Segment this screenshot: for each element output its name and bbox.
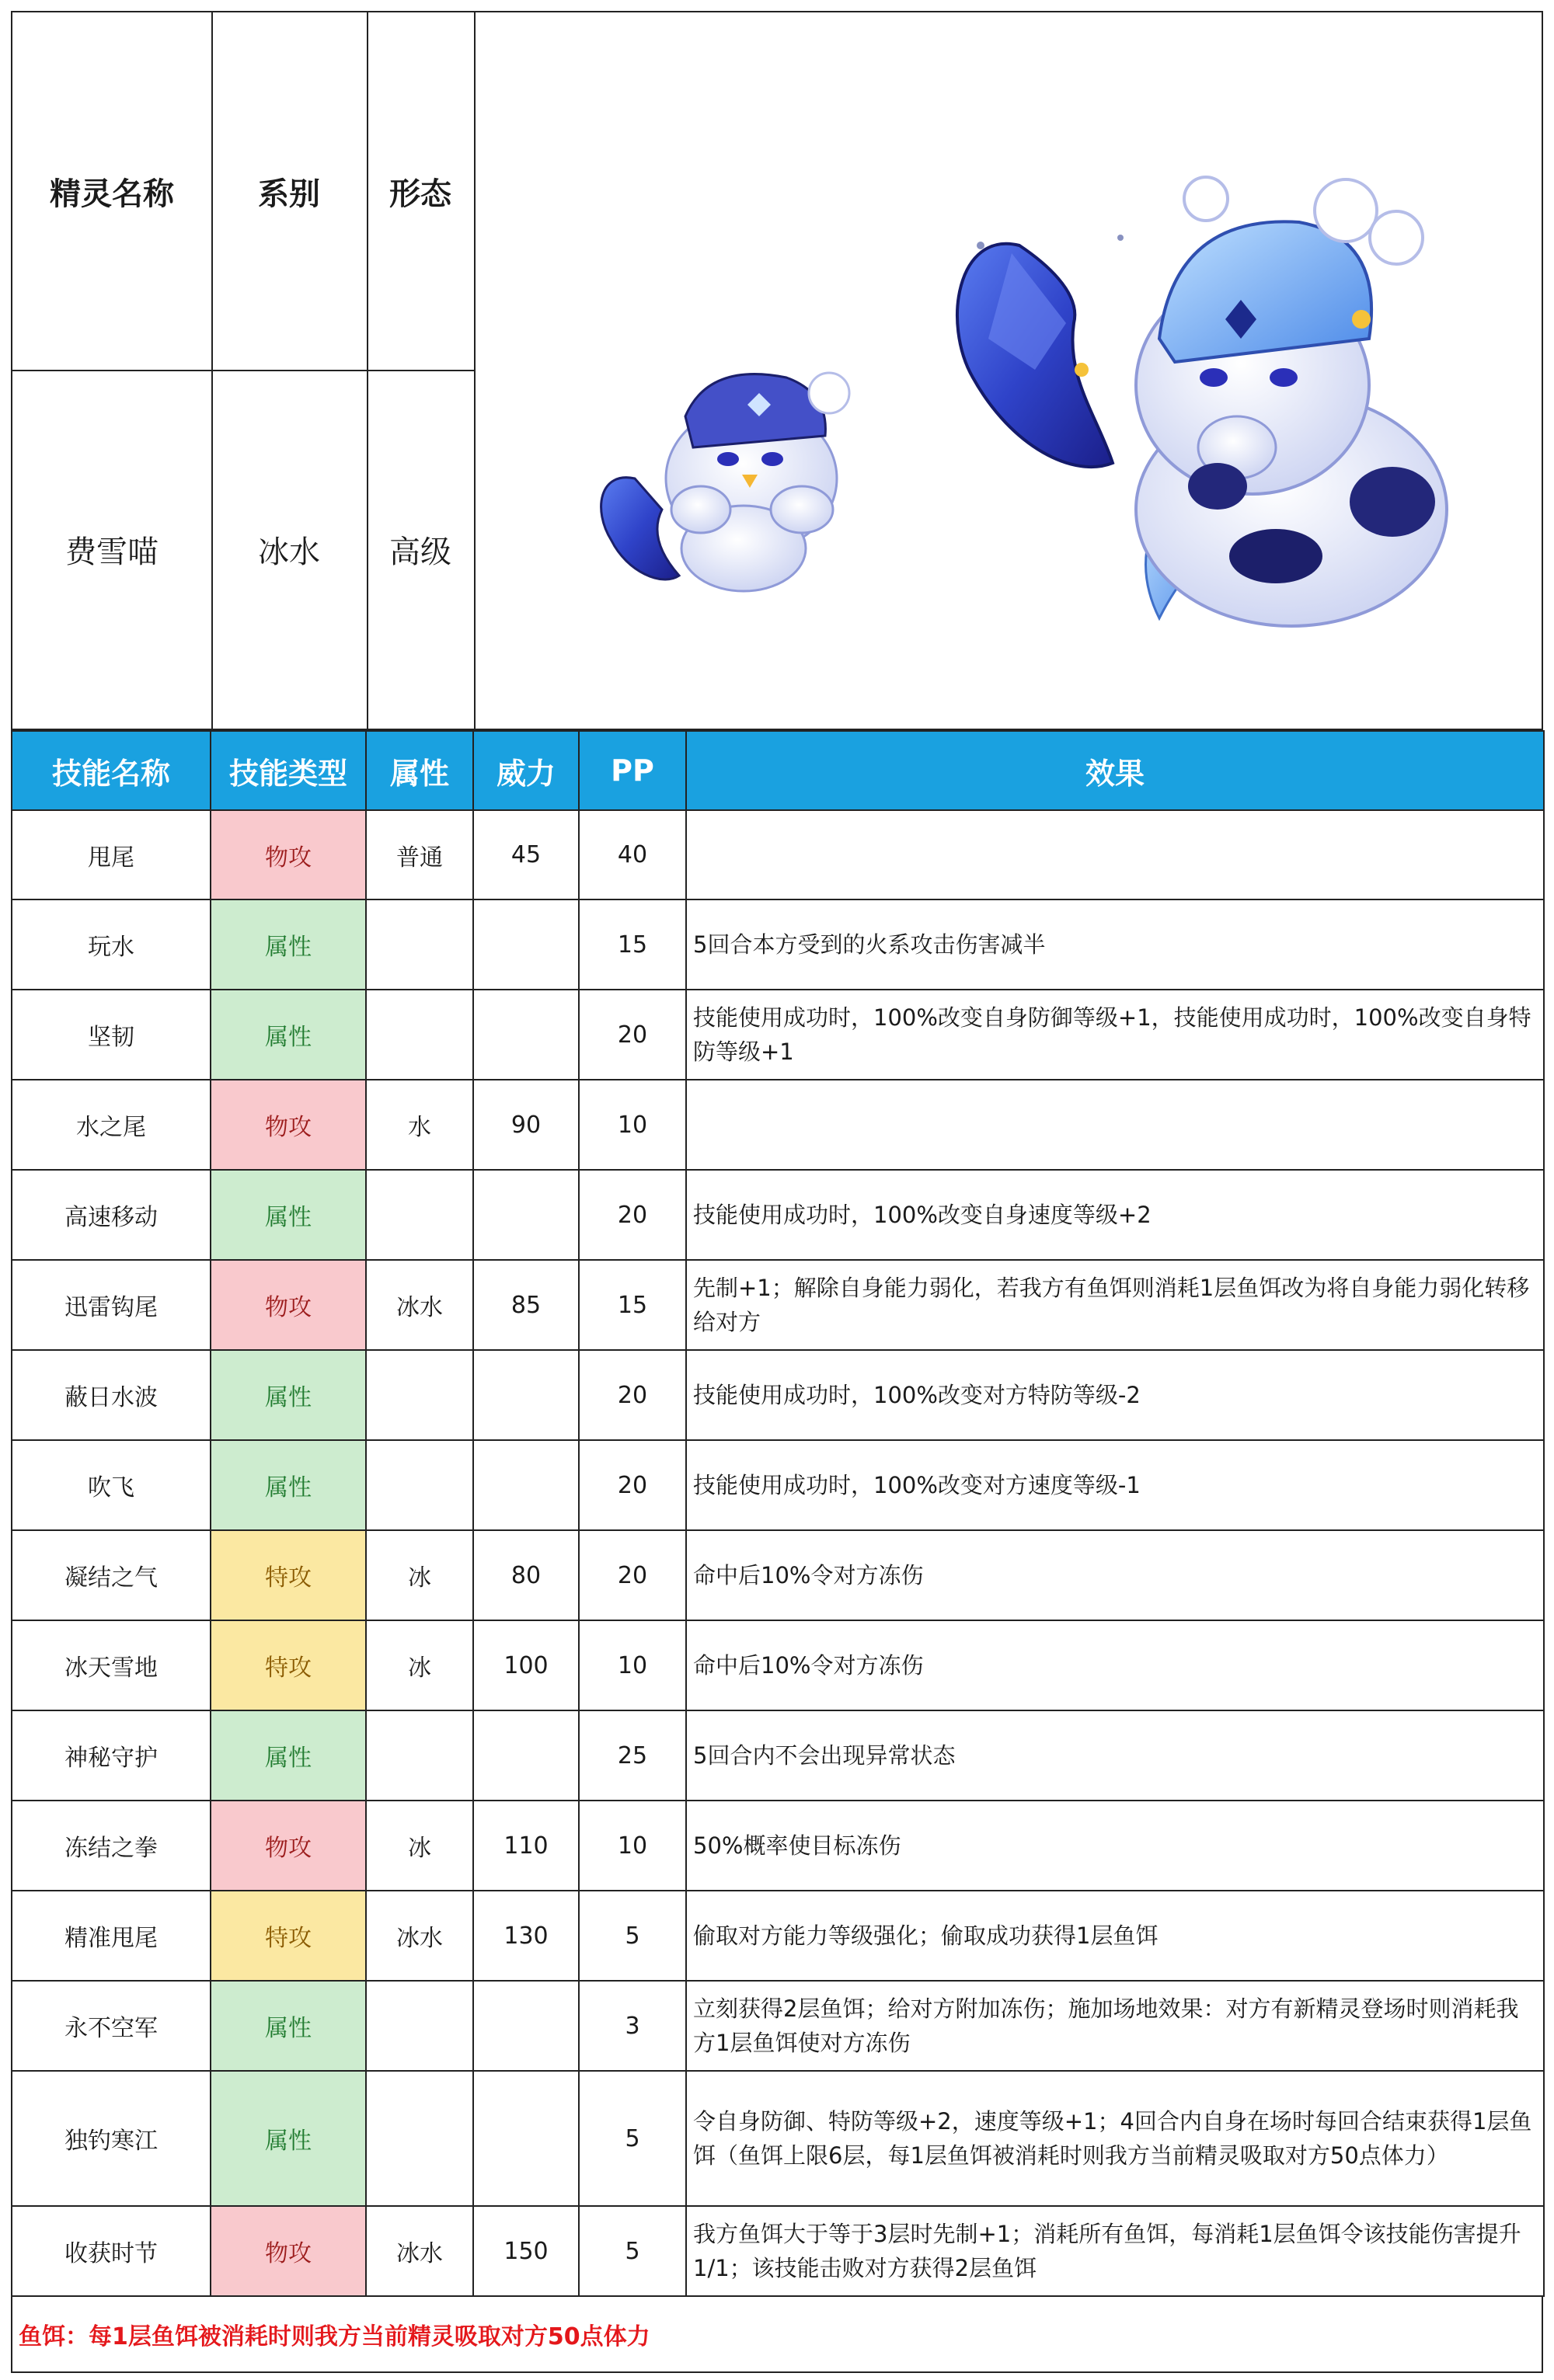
skill-attribute <box>366 1440 473 1530</box>
skill-pp: 5 <box>579 2206 686 2296</box>
skill-row <box>12 1620 1544 1710</box>
skill-pp: 20 <box>579 1440 686 1530</box>
skill-type: 特攻 <box>211 1891 366 1981</box>
skill-effect: 技能使用成功时，100%改变自身防御等级+1，技能使用成功时，100%改变自身特防等级+1 <box>686 990 1544 1080</box>
skill-power <box>473 1981 579 2071</box>
skill-row <box>12 1080 1544 1170</box>
spirit-series: 冰水 <box>258 534 320 570</box>
skill-effect: 我方鱼饵大于等于3层时先制+1；消耗所有鱼饵，每消耗1层鱼饵令该技能伤害提升1/1；该技能击败对方获得2层鱼饵 <box>686 2206 1544 2296</box>
spirit-form: 高级 <box>389 534 451 570</box>
skill-attribute <box>366 899 473 990</box>
skill-pp: 10 <box>579 1620 686 1710</box>
skill-pp: 3 <box>579 1981 686 2071</box>
skill-power: 80 <box>473 1530 579 1620</box>
footnote: 鱼饵：每1层鱼饵被消耗时则我方当前精灵吸取对方50点体力 <box>11 2297 1543 2373</box>
skill-name: 蔽日水波 <box>12 1350 211 1440</box>
skill-effect: 技能使用成功时，100%改变对方特防等级-2 <box>686 1350 1544 1440</box>
header-series: 系别 <box>258 176 320 212</box>
skill-attribute: 冰 <box>366 1620 473 1710</box>
skill-name: 高速移动 <box>12 1170 211 1260</box>
skill-effect: 命中后10%令对方冻伤 <box>686 1530 1544 1620</box>
skill-name: 水之尾 <box>12 1080 211 1170</box>
skill-power: 45 <box>473 810 579 899</box>
skill-pp: 40 <box>579 810 686 899</box>
skill-effect: 偷取对方能力等级强化；偷取成功获得1层鱼饵 <box>686 1891 1544 1981</box>
skill-row <box>12 1440 1544 1530</box>
skill-attribute: 水 <box>366 1080 473 1170</box>
skill-power <box>473 1170 579 1260</box>
skill-type: 属性 <box>211 2071 366 2206</box>
skill-pp: 20 <box>579 990 686 1080</box>
skill-attribute <box>366 1981 473 2071</box>
skill-row <box>12 1170 1544 1260</box>
skill-effect: 令自身防御、特防等级+2，速度等级+1；4回合内自身在场时每回合结束获得1层鱼饵（鱼饵上限6层，每1层鱼饵被消耗时则我方当前精灵吸取对方50点体力） <box>686 2071 1544 2206</box>
skill-type: 物攻 <box>211 810 366 899</box>
skill-type: 属性 <box>211 1440 366 1530</box>
spirit-name: 费雪喵 <box>65 534 159 570</box>
skill-effect: 立刻获得2层鱼饵；给对方附加冻伤；施加场地效果：对方有新精灵登场时则消耗我方1层鱼饵使对方冻伤 <box>686 1981 1544 2071</box>
skill-sheet <box>11 11 1543 2373</box>
skill-name: 吹飞 <box>12 1440 211 1530</box>
spirit-artwork <box>476 12 1542 729</box>
skill-pp: 20 <box>579 1350 686 1440</box>
skill-pp: 20 <box>579 1170 686 1260</box>
skill-type: 属性 <box>211 899 366 990</box>
skills-header-row <box>12 731 1544 810</box>
skill-attribute: 普通 <box>366 810 473 899</box>
skill-pp: 10 <box>579 1801 686 1891</box>
col-attribute: 属性 <box>366 731 473 810</box>
skills-table <box>11 730 1545 2297</box>
skill-type: 物攻 <box>211 1801 366 1891</box>
col-pp: PP <box>579 731 686 810</box>
skill-attribute: 冰 <box>366 1801 473 1891</box>
skill-row <box>12 899 1544 990</box>
skill-pp: 5 <box>579 2071 686 2206</box>
col-effect: 效果 <box>686 731 1544 810</box>
skill-effect: 先制+1；解除自身能力弱化，若我方有鱼饵则消耗1层鱼饵改为将自身能力弱化转移给对方 <box>686 1260 1544 1350</box>
skill-power: 130 <box>473 1891 579 1981</box>
skill-type: 特攻 <box>211 1530 366 1620</box>
header-spirit-name: 精灵名称 <box>50 176 174 212</box>
skill-row <box>12 1891 1544 1981</box>
skill-name: 玩水 <box>12 899 211 990</box>
skill-name: 冰天雪地 <box>12 1620 211 1710</box>
skill-power <box>473 1350 579 1440</box>
skill-effect <box>686 1080 1544 1170</box>
skill-power: 85 <box>473 1260 579 1350</box>
skill-power <box>473 1440 579 1530</box>
skill-type: 物攻 <box>211 2206 366 2296</box>
skill-type: 物攻 <box>211 1080 366 1170</box>
skill-pp: 15 <box>579 1260 686 1350</box>
skill-row <box>12 2071 1544 2206</box>
skill-type: 属性 <box>211 990 366 1080</box>
skill-type: 属性 <box>211 1710 366 1801</box>
skill-power <box>473 899 579 990</box>
spirit-info-block <box>11 11 1543 730</box>
skill-pp: 5 <box>579 1891 686 1981</box>
skill-name: 甩尾 <box>12 810 211 899</box>
col-skill-name: 技能名称 <box>12 731 211 810</box>
skill-effect: 5回合内不会出现异常状态 <box>686 1710 1544 1801</box>
skill-effect: 50%概率使目标冻伤 <box>686 1801 1544 1891</box>
small-form-icon <box>601 373 849 591</box>
skill-effect: 命中后10%令对方冻伤 <box>686 1620 1544 1710</box>
skill-effect: 技能使用成功时，100%改变对方速度等级-1 <box>686 1440 1544 1530</box>
skill-pp: 25 <box>579 1710 686 1801</box>
skill-effect: 5回合本方受到的火系攻击伤害减半 <box>686 899 1544 990</box>
skill-pp: 10 <box>579 1080 686 1170</box>
skill-power <box>473 2071 579 2206</box>
skill-name: 精准甩尾 <box>12 1891 211 1981</box>
skill-row <box>12 1801 1544 1891</box>
skill-name: 永不空军 <box>12 1981 211 2071</box>
col-power: 威力 <box>473 731 579 810</box>
skill-effect: 技能使用成功时，100%改变自身速度等级+2 <box>686 1170 1544 1260</box>
skill-attribute: 冰水 <box>366 1891 473 1981</box>
skill-power: 110 <box>473 1801 579 1891</box>
skill-name: 坚韧 <box>12 990 211 1080</box>
skill-row <box>12 2206 1544 2296</box>
skill-attribute <box>366 990 473 1080</box>
skill-attribute: 冰水 <box>366 2206 473 2296</box>
skill-attribute <box>366 1170 473 1260</box>
skill-name: 独钓寒江 <box>12 2071 211 2206</box>
skill-attribute: 冰水 <box>366 1260 473 1350</box>
skill-name: 凝结之气 <box>12 1530 211 1620</box>
skill-name: 冻结之拳 <box>12 1801 211 1891</box>
skill-row <box>12 1981 1544 2071</box>
skill-attribute: 冰 <box>366 1530 473 1620</box>
skill-attribute <box>366 1350 473 1440</box>
skill-attribute <box>366 2071 473 2206</box>
large-form-icon <box>957 177 1447 626</box>
skill-power <box>473 990 579 1080</box>
skill-type: 属性 <box>211 1981 366 2071</box>
skill-type: 属性 <box>211 1350 366 1440</box>
skill-row <box>12 1530 1544 1620</box>
skill-effect <box>686 810 1544 899</box>
skill-type: 物攻 <box>211 1260 366 1350</box>
skill-row <box>12 810 1544 899</box>
skills-body <box>12 810 1544 2296</box>
skill-row <box>12 1260 1544 1350</box>
skill-row <box>12 1710 1544 1801</box>
skill-type: 特攻 <box>211 1620 366 1710</box>
col-skill-type: 技能类型 <box>211 731 366 810</box>
skill-pp: 15 <box>579 899 686 990</box>
skill-name: 迅雷钩尾 <box>12 1260 211 1350</box>
skill-type: 属性 <box>211 1170 366 1260</box>
skill-name: 神秘守护 <box>12 1710 211 1801</box>
skill-power: 90 <box>473 1080 579 1170</box>
skill-row <box>12 1350 1544 1440</box>
header-form: 形态 <box>389 176 451 212</box>
skill-power: 150 <box>473 2206 579 2296</box>
skill-name: 收获时节 <box>12 2206 211 2296</box>
spirit-artwork-panel <box>476 12 1542 729</box>
skill-power: 100 <box>473 1620 579 1710</box>
skill-row <box>12 990 1544 1080</box>
skill-attribute <box>366 1710 473 1801</box>
skill-pp: 20 <box>579 1530 686 1620</box>
skill-power <box>473 1710 579 1801</box>
